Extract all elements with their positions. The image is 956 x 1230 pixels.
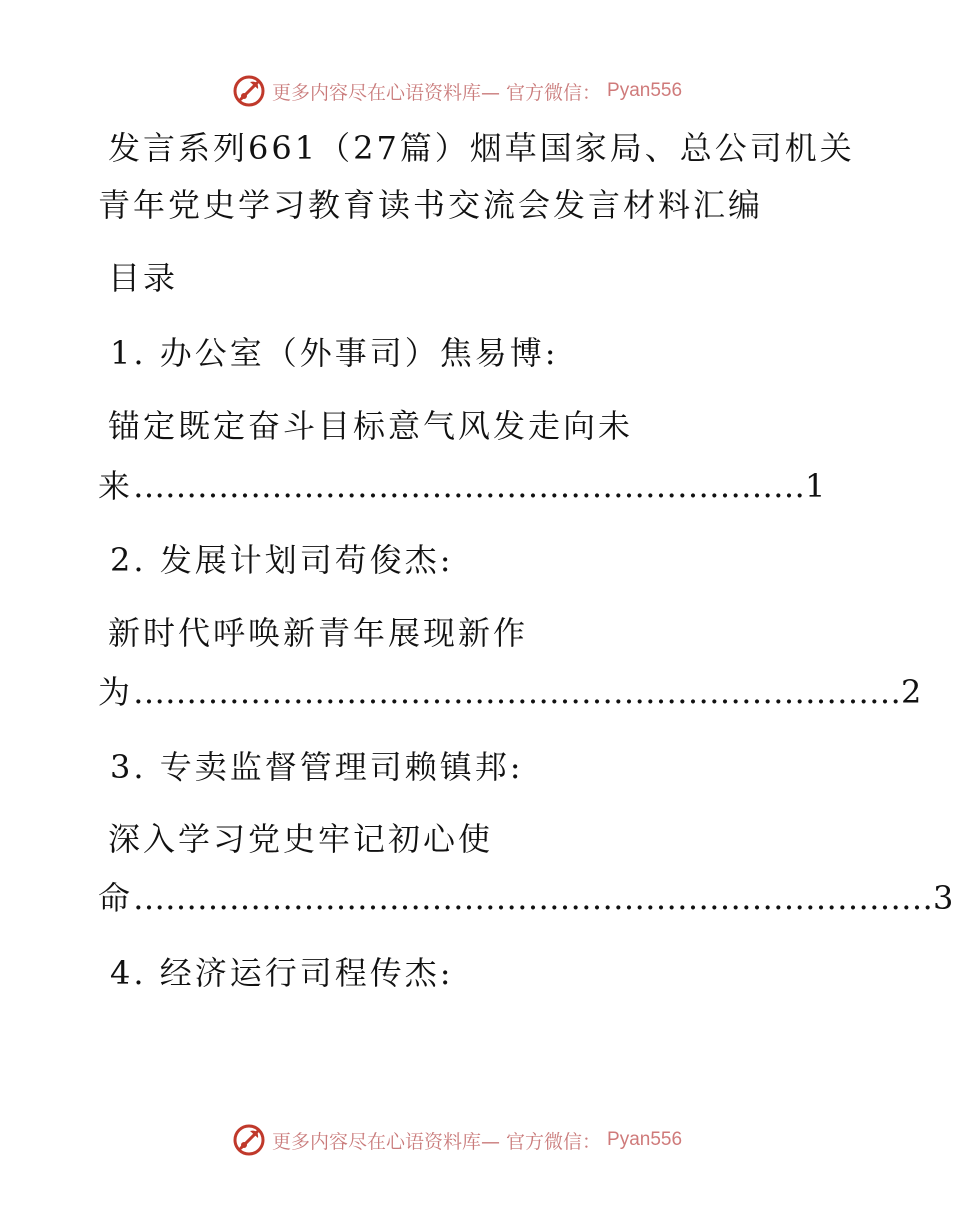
banner-wechat-id: Pyan556 [607,1129,683,1150]
toc-entry-3-title: 深入学习党史牢记初心使 [108,820,494,858]
quill-logo-icon [232,1123,266,1157]
toc-entry-3-heading [110,747,524,787]
toc-entry-1-title: 锚定既定奋斗目标意气风发走向未 [108,407,634,445]
toc-entry-number: 3. [110,748,147,786]
toc-entry-title-tail: 命 [98,879,134,917]
toc-entry-4-heading [110,953,454,993]
toc-page-number: 1 [805,467,829,505]
watermark-banner-top [232,74,682,108]
toc-entry-2-title: 新时代呼唤新青年展现新作 [108,614,529,652]
toc-entry-number: 2. [110,541,147,579]
dot-leader: ………………………………………………………………… [133,879,934,917]
banner-wechat-label: 官方微信： [506,81,602,104]
toc-entry-number: 1. [110,334,147,372]
banner-wechat-id: Pyan556 [607,80,683,101]
toc-entry-author: 办公室（外事司）焦易博: [159,334,559,372]
toc-heading: 目录 [108,259,179,297]
toc-entry-author: 发展计划司苟俊杰: [159,541,454,579]
banner-wechat-label: 官方微信： [506,1130,602,1153]
dot-leader: ……………………………………………………………… [133,673,902,711]
banner-text: 更多内容尽在心语资料库— [272,1130,501,1153]
toc-page-number: 3 [933,879,956,917]
toc-entry-number: 4. [110,954,147,992]
toc-entry-author: 经济运行司程传杰: [159,954,454,992]
quill-logo-icon [232,74,266,108]
toc-entry-author: 专卖监督管理司赖镇邦: [159,748,524,786]
toc-entry-2-heading [110,540,454,580]
toc-entry-title-tail: 为 [98,673,134,711]
document-title-line-2: 青年党史学习教育读书交流会发言材料汇编 [98,186,764,224]
toc-entry-1-heading [110,333,559,373]
toc-entry-1-leader [98,466,828,506]
watermark-banner-bottom [232,1123,682,1157]
document-title-line-1: 发言系列661（27篇）烟草国家局、总公司机关 [108,129,855,167]
toc-page-number: 2 [901,673,925,711]
toc-entry-2-leader [98,672,924,712]
banner-text: 更多内容尽在心语资料库— [272,81,501,104]
toc-entry-3-leader [98,878,956,918]
toc-entry-title-tail: 来 [98,467,134,505]
dot-leader: ……………………………………………………… [133,467,806,505]
